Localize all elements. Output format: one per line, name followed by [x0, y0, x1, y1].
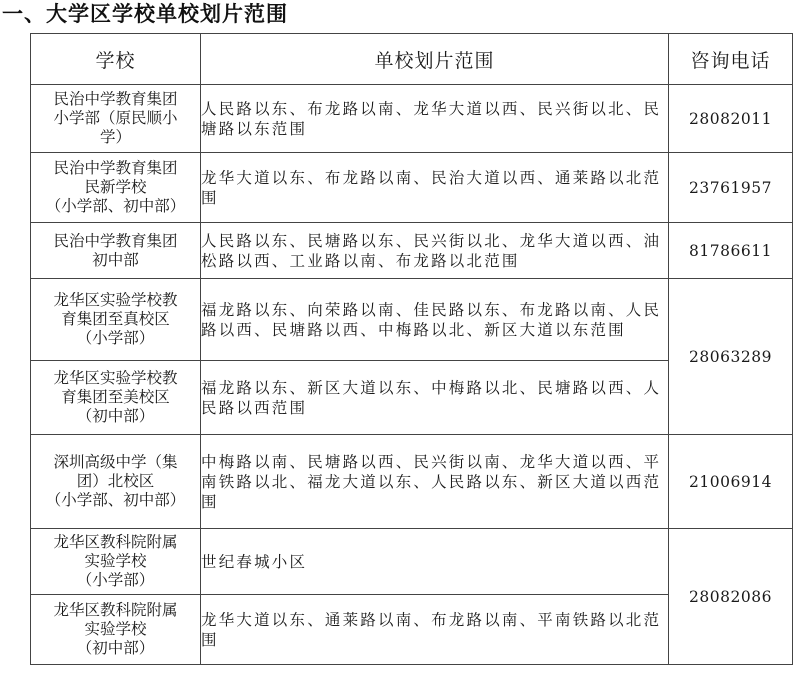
header-range: 单校划片范围	[201, 34, 669, 85]
zone-range: 世纪春城小区	[201, 529, 669, 595]
zone-range: 中梅路以南、民塘路以西、民兴街以南、龙华大道以西、平南铁路以北、福龙大道以东、人民路以东、新区大道以西范围	[201, 435, 669, 529]
table-header-row	[31, 34, 793, 85]
school-name: 龙华区实验学校教 育集团至美校区 （初中部）	[31, 361, 201, 435]
school-name: 民治中学教育集团 小学部（原民顺小 学）	[31, 85, 201, 153]
school-name: 深圳高级中学（集 团）北校区 （小学部、初中部）	[31, 435, 201, 529]
phone-number: 28082086	[669, 529, 793, 665]
school-name: 民治中学教育集团 民新学校 （小学部、初中部）	[31, 153, 201, 223]
school-name: 龙华区实验学校教 育集团至真校区 （小学部）	[31, 279, 201, 361]
zone-range: 人民路以东、布龙路以南、龙华大道以西、民兴街以北、民塘路以东范围	[201, 85, 669, 153]
zone-range: 龙华大道以东、通莱路以南、布龙路以南、平南铁路以北范围	[201, 595, 669, 665]
zone-range: 人民路以东、民塘路以东、民兴街以北、龙华大道以西、油松路以西、工业路以南、布龙路以北范围	[201, 223, 669, 279]
phone-number: 21006914	[669, 435, 793, 529]
school-name: 民治中学教育集团 初中部	[31, 223, 201, 279]
table-row	[31, 529, 793, 595]
zone-range: 龙华大道以东、布龙路以南、民治大道以西、通莱路以北范围	[201, 153, 669, 223]
school-name: 龙华区教科院附属 实验学校 （初中部）	[31, 595, 201, 665]
zone-range: 福龙路以东、新区大道以东、中梅路以北、民塘路以西、人民路以西范围	[201, 361, 669, 435]
school-name: 龙华区教科院附属 实验学校 （小学部）	[31, 529, 201, 595]
school-zone-table	[30, 33, 793, 665]
table-row	[31, 223, 793, 279]
phone-number: 28082011	[669, 85, 793, 153]
phone-number: 81786611	[669, 223, 793, 279]
section-heading: 一、大学区学校单校划片范围	[2, 2, 288, 26]
table-row	[31, 435, 793, 529]
zone-range: 福龙路以东、向荣路以南、佳民路以东、布龙路以南、人民路以西、民塘路以西、中梅路以北、新区大道以东范围	[201, 279, 669, 361]
header-school: 学校	[31, 34, 201, 85]
phone-number: 23761957	[669, 153, 793, 223]
table-row	[31, 279, 793, 361]
table-row	[31, 153, 793, 223]
table-row	[31, 85, 793, 153]
header-phone: 咨询电话	[669, 34, 793, 85]
phone-number: 28063289	[669, 279, 793, 435]
